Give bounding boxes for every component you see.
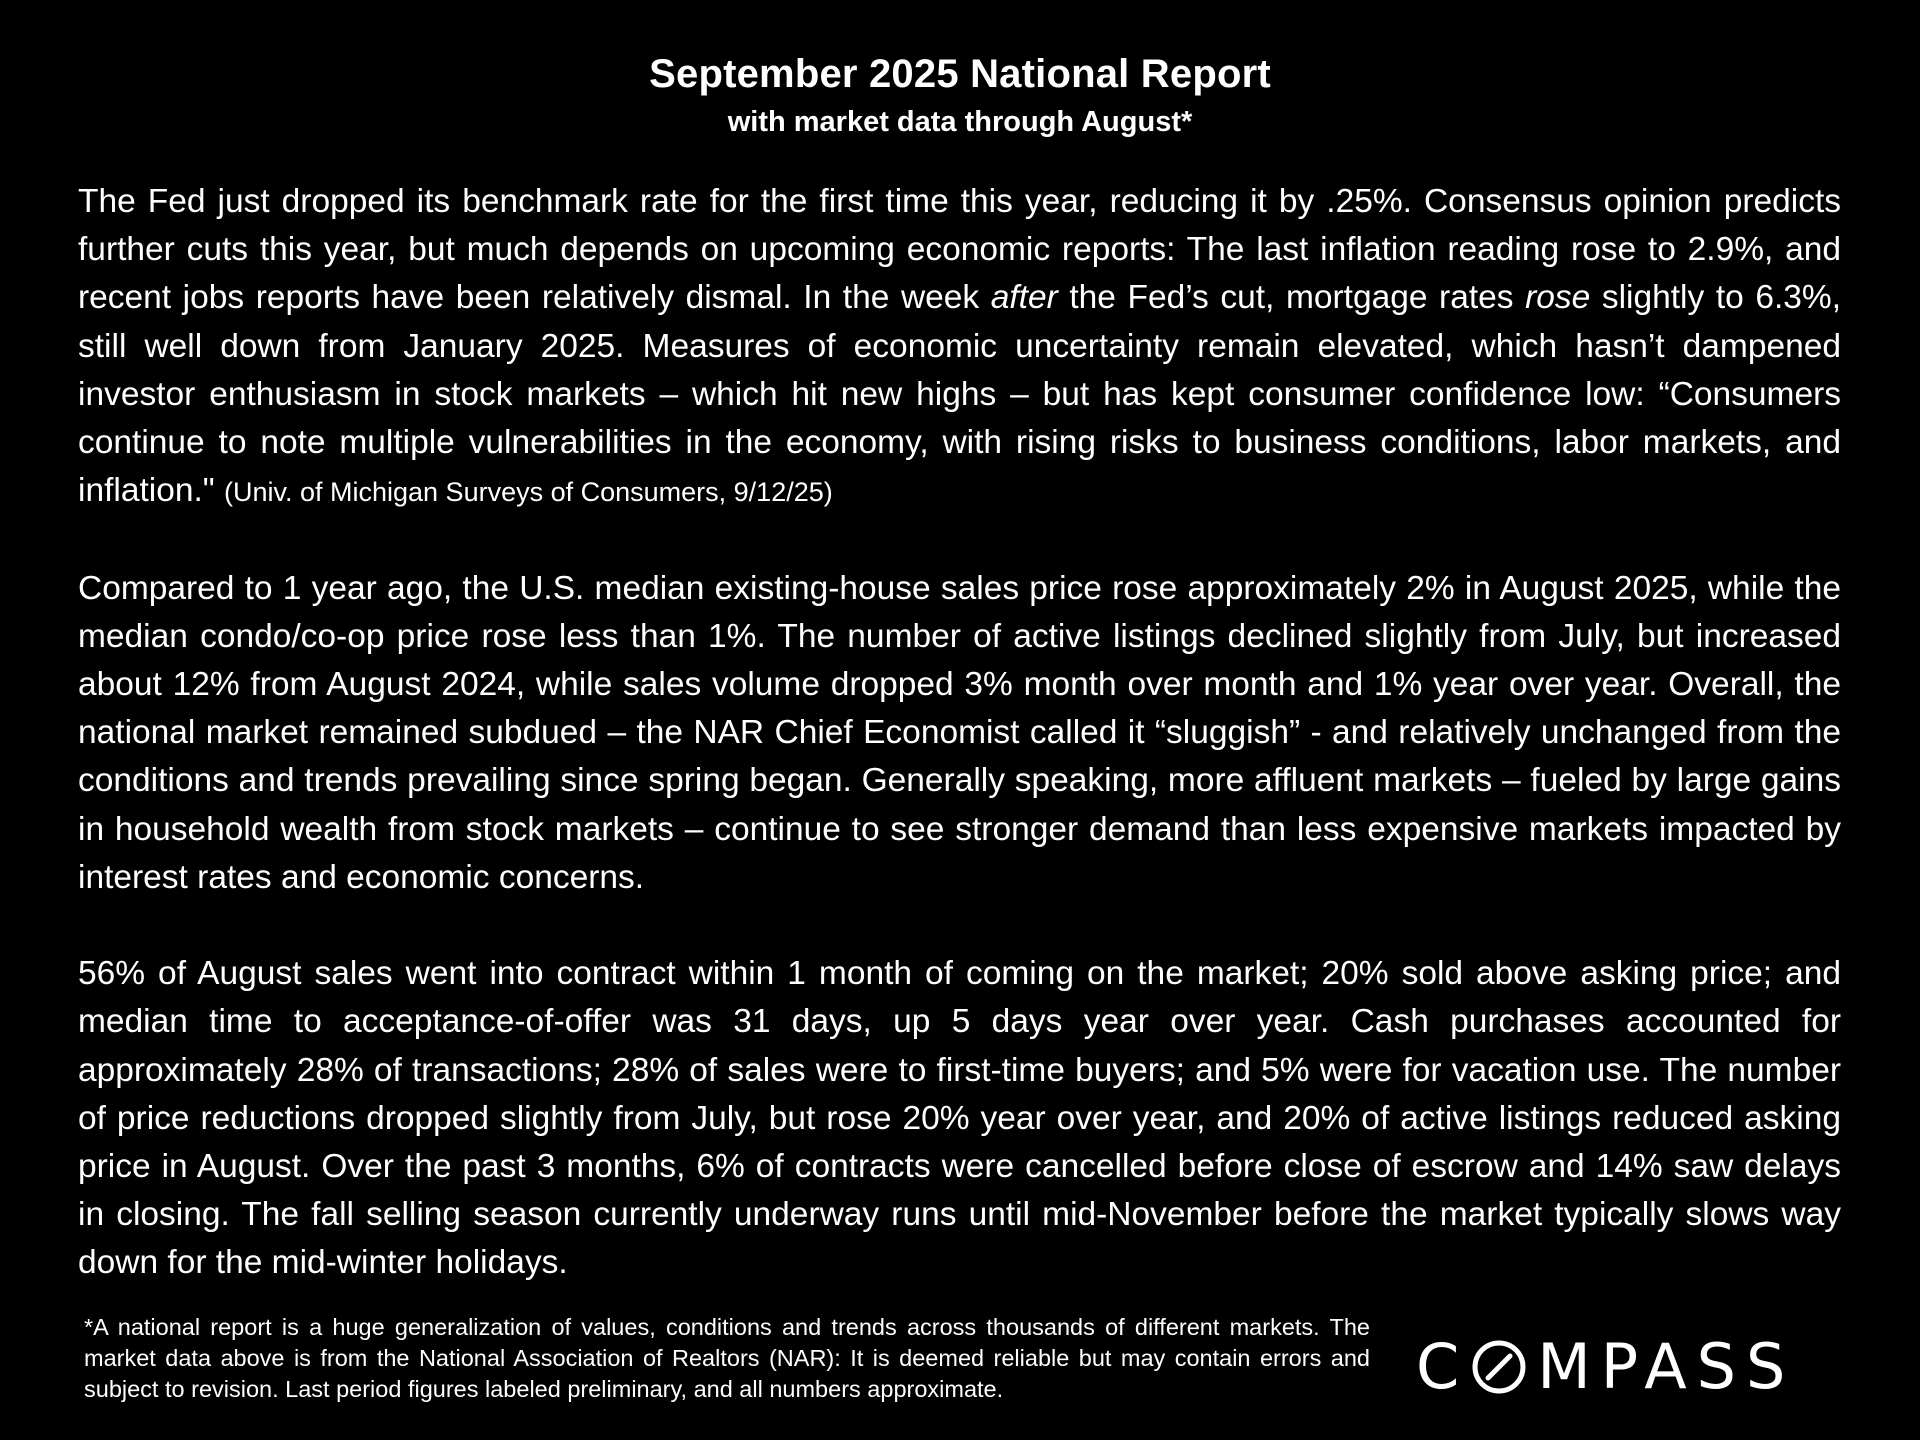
logo-letters-mpass: MPASS bbox=[1537, 1330, 1796, 1403]
page-title: September 2025 National Report bbox=[649, 52, 1271, 96]
report-body bbox=[78, 178, 1841, 1336]
emphasis-rose: rose bbox=[1525, 279, 1591, 317]
paragraph-median-prices: Compared to 1 year ago, the U.S. median existing-house sales price rose approximately 2% in August 2025, while the median condo/co-op price rose less than 1%. The number of active listings declined slightly from July, but increased about 12% from August 2024, while sales volume dropped 3% month over month and 1% year over year. Overall, the national market remained subdued – the NAR Chief Economist called it “sluggish” - and relatively unchanged from the conditions and trends prevailing since spring began. Generally speaking, more affluent markets – fueled by large gains in household wealth from stock markets – continue to see stronger demand than less expensive markets impacted by interest rates and economic concerns. bbox=[78, 569, 1841, 896]
compass-logo bbox=[1416, 1332, 1816, 1402]
paragraph-fed-rates-part-a: The Fed just dropped its benchmark rate for the first time this year, reducing it by .25%. Consensus opinion predicts further cuts this year, but much depends on upcoming economic reports: The last inflation reading rose to 2.9%, and recent jobs reports have been relatively dismal. In the week bbox=[78, 183, 1841, 317]
paragraph-fed-rates-part-c: slightly to 6.3%, still well down from January 2025. Measures of economic uncertainty remain elevated, which hasn’t dampened investor enthusiasm in stock markets – which hit new highs – but has kept consumer confidence low: “Consumers continue to note multiple vulnerabilities in the economy, with rising risks to business conditions, labor markets, and inflation." bbox=[78, 279, 1841, 510]
emphasis-after: after bbox=[990, 279, 1058, 317]
paragraph-sales-stats: 56% of August sales went into contract within 1 month of coming on the market; 20% sold above asking price; and median time to acceptance-of-offer was 31 days, up 5 days year over year. Cash purchases accounted for approximately 28% of transactions; 28% of sales were to first-time buyers; and 5% were for vacation use. The number of price reductions dropped slightly from July, but rose 20% year over year, and 20% of active listings reduced asking price in August. Over the past 3 months, 6% of contracts were cancelled before close of escrow and 14% saw delays in closing. The fall selling season currently underway runs until mid-November before the market typically slows way down for the mid-winter holidays. bbox=[78, 955, 1841, 1282]
report-header bbox=[0, 50, 1920, 140]
page-subtitle: with market data through August* bbox=[727, 106, 1193, 138]
paragraph-fed-rates bbox=[78, 178, 1841, 516]
logo-letter-c: C bbox=[1416, 1330, 1470, 1403]
paragraph-fed-rates-part-b: the Fed’s cut, mortgage rates bbox=[1057, 279, 1526, 317]
citation-michigan-survey: (Univ. of Michigan Surveys of Consumers, 9/12/25) bbox=[223, 477, 833, 508]
logo-o-slash-icon bbox=[1471, 1339, 1527, 1395]
footnote-disclaimer: *A national report is a huge generalization of values, conditions and trends across thousands of different markets. The market data above is from the National Association of Realtors (NAR): It is deemed reliable but may contain errors and subject to revision. Last period figures labeled preliminary, and all numbers approximate. bbox=[84, 1314, 1370, 1402]
